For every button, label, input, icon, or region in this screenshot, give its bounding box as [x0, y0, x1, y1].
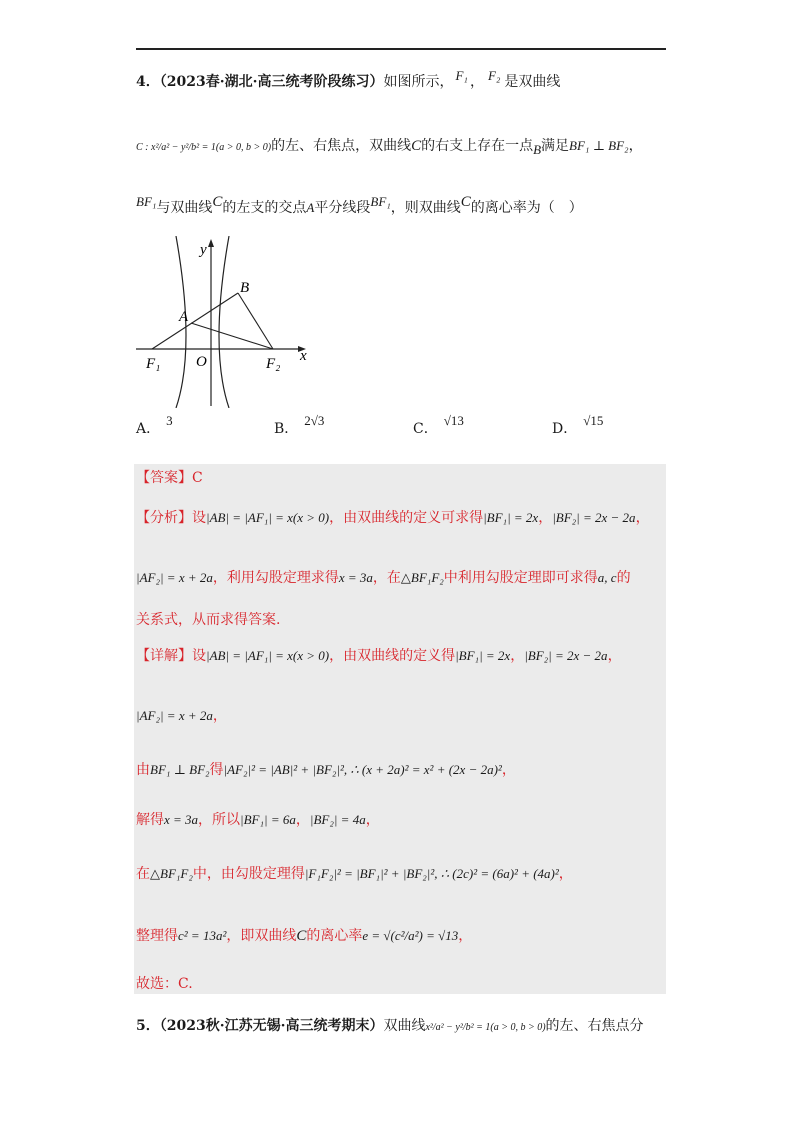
analysis-tag: 【分析】 [136, 510, 192, 526]
label-a: A [179, 309, 189, 325]
question-source: （2023秋·江苏无锡·高三统考期末） [159, 1018, 384, 1034]
top-rule [136, 48, 666, 50]
answer-value: C [192, 470, 203, 486]
segment-b-f2 [238, 293, 273, 349]
label-f2: F₂ [266, 356, 281, 372]
detail-line-5: 在△BF₁F₂中，由勾股定理得|F₁F₂|² = |BF₁|² + |BF₂|², ∴ (2c)² = (6a)² + (4a)²， [136, 866, 573, 882]
y-axis-arrow [208, 239, 214, 247]
detail-line-4: 解得x = 3a，所以|BF₁| = 6a，|BF₂| = 4a， [136, 812, 380, 828]
detail-conclusion: 故选：C. [136, 976, 193, 992]
answer-line [136, 468, 203, 488]
segment-f1-b [152, 293, 238, 349]
focus-f1: F₁ [455, 68, 468, 83]
segment-a-f2 [191, 323, 273, 349]
analysis-line-2: |AF₂| = x + 2a，利用勾股定理求得x = 3a，在△BF₁F₂中利用勾股定理即可求得a, c的 [136, 570, 631, 586]
option-c[interactable]: C．√13 [413, 413, 464, 437]
label-x: x [300, 348, 307, 364]
detail-line-3: 由BF₁ ⊥ BF₂得|AF₂|² = |AB|² + |BF₂|², ∴ (x + 2a)² = x² + (2x − 2a)²， [136, 762, 516, 778]
answer-tag: 【答案】 [136, 470, 192, 486]
label-o: O [196, 354, 207, 370]
analysis-line-3: 关系式，从而求得答案. [136, 612, 281, 628]
question-number: 5． [136, 1018, 160, 1034]
analysis-line-1: 【分析】设|AB| = |AF₁| = x(x > 0)，由双曲线的定义可求得|BF₁| = 2x，|BF₂| = 2x − 2a， [136, 510, 650, 526]
detail-line-2: |AF₂| = x + 2a， [136, 708, 227, 724]
focus-f2: F₂ [487, 68, 501, 83]
question-number: 4． [136, 74, 160, 90]
option-b[interactable]: B．2√3 [274, 413, 325, 437]
label-b: B [240, 280, 250, 296]
q4-line-3: BF₁与双曲线C的左支的交点A平分线段BF₁，则双曲线C的离心率为（ ） [136, 194, 583, 216]
perpendicular-condition: BF₁ ⊥ BF₂ [569, 138, 629, 153]
right-branch [219, 236, 229, 408]
option-a[interactable]: A．3 [136, 413, 173, 437]
label-y: y [200, 242, 207, 258]
q4-line-1: 4．（2023春·湖北·高三统考阶段练习）如图所示， F₁ ， F₂ 是双曲线 [136, 68, 561, 90]
detail-tag: 【详解】 [136, 648, 192, 664]
option-d[interactable]: D．√15 [552, 413, 604, 437]
q5-line-1: 5．（2023秋·江苏无锡·高三统考期末）双曲线x²/a² − y²/b² = 1(a > 0, b > 0)的左、右焦点分 [136, 1018, 644, 1034]
label-f1: F₁ [146, 356, 161, 372]
q4-line-2: C : x²/a² − y²/b² = 1(a > 0, b > 0)的左、右焦点，双曲线C的右支上存在一点B满足BF₁ ⊥ BF₂， [136, 138, 643, 157]
detail-line-6: 整理得c² = 13a²，即双曲线C的离心率e = √(c²/a²) = √13， [136, 928, 473, 944]
hyperbola-figure [136, 236, 316, 408]
detail-line-1: 【详解】设|AB| = |AF₁| = x(x > 0)，由双曲线的定义得|BF₁| = 2x，|BF₂| = 2x − 2a， [136, 648, 622, 664]
hyperbola-equation: C : x²/a² − y²/b² = 1(a > 0, b > 0) [136, 142, 272, 153]
question-source: （2023春·湖北·高三统考阶段练习） [159, 74, 384, 90]
solution-box [134, 464, 666, 994]
